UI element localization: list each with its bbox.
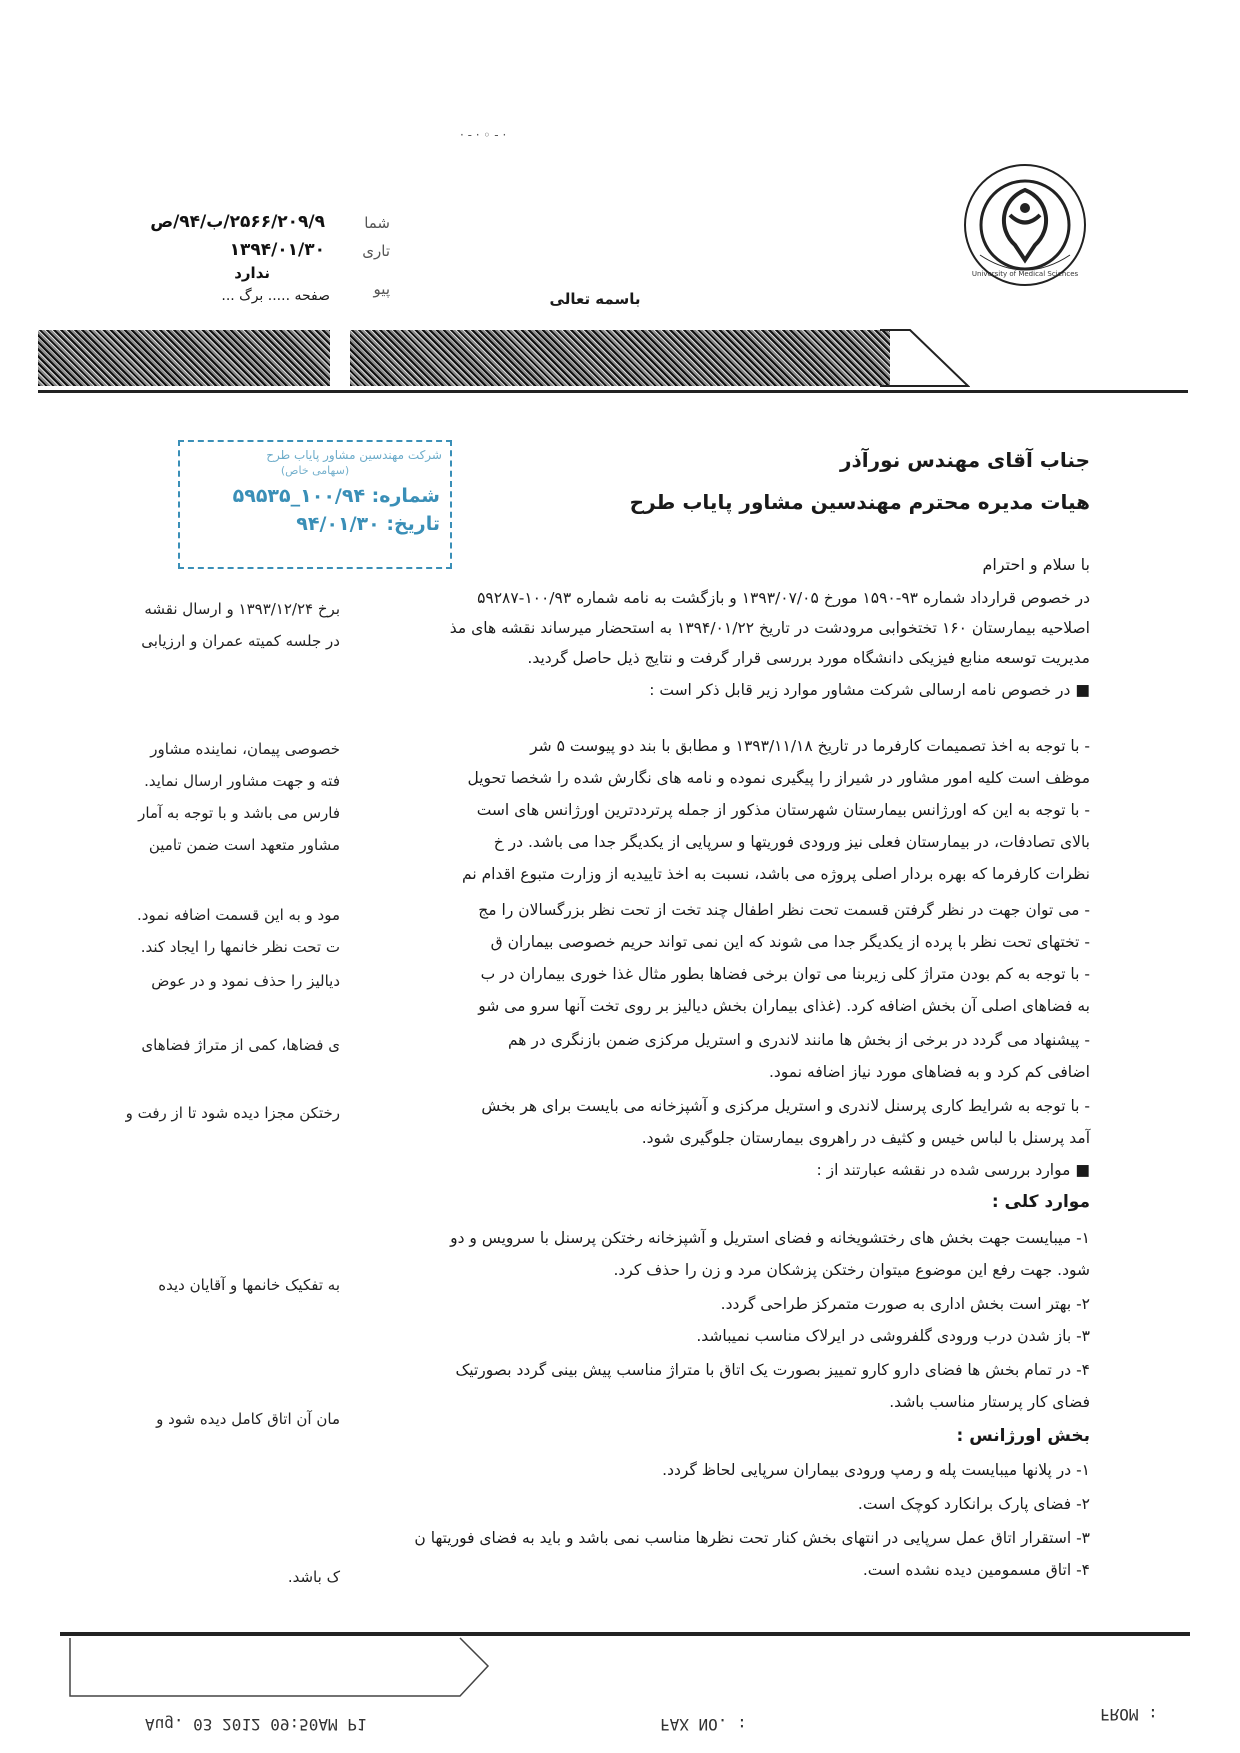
margin-fragment: رختکن مجزا دیده شود تا از رفت و [125, 1104, 340, 1122]
section-heading: بخش اورژانس : [956, 1426, 1090, 1446]
body-line: ۳- باز شدن درب ورودی گلفروشی در ایرلاک مناسب نمیباشد. [696, 1327, 1090, 1345]
body-line: مدیریت توسعه منابع فیزیکی دانشگاه مورد بررسی قرار گرفت و نتایج ذیل حاصل گردید. [527, 649, 1090, 667]
margin-fragment: فته و جهت مشاور ارسال نماید. [144, 772, 340, 790]
body-line: ۳- استقرار اتاق عمل سرپایی در انتهای بخش کنار تحت نظرها مناسب نمی باشد و باید به فضای فوریتها ن [414, 1529, 1090, 1547]
margin-fragment: ی فضاها، کمی از متراژ فضاهای [141, 1036, 340, 1054]
fax-number: FAX NO. : [660, 1715, 747, 1734]
margin-fragment: مان آن اتاق کامل دیده شود و [156, 1410, 340, 1428]
received-stamp [178, 440, 452, 569]
body-line: نظرات کارفرما که بهره بردار اصلی پروژه می باشد، نسبت به اخذ تاییدیه از وزارت متبوع اقدام نم [462, 865, 1090, 883]
body-line: موظف است کلیه امور مشاور در شیراز را پیگیری نموده و نامه های نگارش شده را شخصا تحویل [467, 769, 1090, 787]
body-line: ۴- در تمام بخش ها فضای دارو کارو تمییز بصورت یک اتاق با متراژ مناسب پیش بینی گردد بصورتیک [455, 1361, 1090, 1379]
bismillah: باسمه تعالی [549, 290, 641, 308]
body-line: به فضاهای اصلی آن بخش اضافه کرد. (غذای بیماران بخش دیالیز بر روی تخت آنها سرو می شو [478, 997, 1090, 1015]
letter-body [350, 582, 1090, 1622]
scan-mark: · ‑ · ◦ ‑ · [460, 128, 507, 142]
stamp-company: شرکت مهندسین مشاور پایاب طرح [266, 448, 442, 462]
body-line: ۴- اتاق مسمومین دیده نشده است. [862, 1561, 1090, 1579]
body-line: در خصوص قرارداد شماره ۹۳-۱۵۹۰ مورخ ۱۳۹۳/۰۷/۰۵ و بازگشت به نامه شماره ۱۰۰/۹۳-۵۹۲۸۷ [477, 589, 1090, 607]
letterhead [0, 0, 1240, 400]
margin-fragment: برخ ۱۳۹۳/۱۲/۲۴ و ارسال نقشه [144, 600, 340, 618]
body-line: بالای تصادفات، در بیمارستان فعلی نیز ورودی فوریتها و سرپایی از یکدیگر جدا می باشد. در خ [493, 833, 1090, 851]
letter-attachment-label: پیو [373, 280, 390, 298]
stamp-number: شماره: ۱۰۰/۹۴_۵۹۵۳۵ [232, 485, 440, 507]
letter-date-value: ۱۳۹۴/۰۱/۳۰ [229, 240, 325, 260]
margin-fragment: خصوصی پیمان، نماینده مشاور [150, 740, 340, 758]
body-line: ■ در خصوص نامه ارسالی شرکت مشاور موارد زیر قابل ذکر است : [649, 681, 1090, 699]
recipient-board: هیات مدیره محترم مهندسین مشاور پایاب طرح [629, 490, 1090, 514]
stamp-type: (سهامی خاص) [280, 464, 350, 477]
margin-fragment: مود و به این قسمت اضافه نمود. [137, 906, 340, 924]
body-line: اصلاحیه بیمارستان ۱۶۰ تختخوابی مرودشت در تاریخ ۱۳۹۴/۰۱/۲۲ به استحضار میرساند نقشه های مذ [449, 619, 1090, 637]
body-line: ۲- فضای پارک برانکارد کوچک است. [857, 1495, 1090, 1513]
letter-number-value: ۲۵۶۶/۲۰۹/۹/ب/۹۴/ص [150, 212, 325, 232]
fax-from: FROM : [1100, 1705, 1158, 1724]
margin-fragment: دیالیز را حذف نمود و در عوض [151, 972, 340, 990]
body-line: فضای کار پرستار مناسب باشد. [889, 1393, 1090, 1411]
body-line: آمد پرسنل با لباس خیس و کثیف در راهروی بیمارستان جلوگیری شود. [641, 1129, 1090, 1147]
body-line: ۱- میبایست جهت بخش های رختشویخانه و فضای استریل و آشپزخانه رختکن پرسنل با سرویس و دو [450, 1229, 1090, 1247]
body-line: - می توان جهت در نظر گرفتن قسمت تحت نظر اطفال چند تخت از تحت نظر بزرگسالان را مج [478, 901, 1090, 919]
logo-caption: University of Medical Sciences [971, 270, 1079, 278]
letter-date-label: تاری [362, 242, 390, 260]
salutation: با سلام و احترام [982, 555, 1090, 574]
body-line: - با توجه به اخذ تصمیمات کارفرما در تاریخ ۱۳۹۳/۱۱/۱۸ و مطابق با بند دو پیوست ۵ شر [530, 737, 1090, 755]
stamp-date: تاریخ: ۹۴/۰۱/۳۰ [296, 513, 440, 535]
letter-number-label: شما [364, 214, 390, 232]
recipient-name: جناب آقای مهندس نورآذر [840, 448, 1090, 472]
margin-fragment: ت تحت نظر خانمها را ایجاد کند. [140, 938, 340, 956]
banner-cap [880, 310, 970, 390]
university-logo [960, 160, 1090, 290]
header-banner-right [350, 330, 890, 386]
body-line: ۲- بهتر است بخش اداری به صورت متمرکز طراحی گردد. [720, 1295, 1090, 1313]
header-banner-left [38, 330, 330, 386]
body-line: - پیشنهاد می گردد در برخی از بخش ها مانند لاندری و استریل مرکزی ضمن بازنگری در هم [507, 1031, 1090, 1049]
header-rule [38, 390, 1188, 393]
margin-fragment: ک باشد. [287, 1568, 340, 1586]
letter-attachment-value: ندارد [234, 264, 270, 282]
body-line: شود. جهت رفع این موضوع میتوان رختکن پزشکان مرد و زن را حذف کرد. [613, 1261, 1090, 1279]
body-line: - تختهای تحت نظر با پرده از یکدیگر جدا می شوند که این نمی تواند حریم خصوصی بیماران ق [490, 933, 1090, 951]
section-heading: موارد کلی : [991, 1192, 1090, 1212]
margin-fragment: به تفکیک خانمها و آقایان دیده [158, 1276, 340, 1294]
margin-fragment: مشاور متعهد است ضمن تامین [148, 836, 340, 854]
body-line: ■ موارد بررسی شده در نقشه عبارتند از : [816, 1161, 1090, 1179]
body-line: - با توجه به کم بودن متراژ کلی زیربنا می توان برخی فضاها بطور مثال غذا خوری بیماران در ب [480, 965, 1090, 983]
body-line: - با توجه به شرایط کاری پرسنل لاندری و استریل مرکزی و آشپزخانه می بایست برای هر بخش [481, 1097, 1090, 1115]
letter-date-row [120, 240, 390, 264]
margin-fragment: فارس می باشد و با توجه به آمار [138, 804, 340, 822]
body-line: - با توجه به این که اورژانس بیمارستان شهرستان مذکور از جمله پرترددترین اورژانس های است [476, 801, 1090, 819]
left-column-fragments [100, 600, 340, 1600]
body-line: ۱- در پلانها میبایست پله و رمپ ورودی بیماران سرپایی لحاظ گردد. [662, 1461, 1090, 1479]
footer-cap [60, 1636, 490, 1702]
fax-datetime: Aug. 03 2012 09:50AM P1 [145, 1715, 367, 1734]
margin-fragment: در جلسه کمیته عمران و ارزیابی [141, 632, 340, 650]
letter-number-row [120, 212, 390, 236]
pages-count: صفحه ..... برگ ... [221, 288, 330, 304]
body-line: اضافی کم کرد و به فضاهای مورد نیاز اضافه نمود. [768, 1063, 1090, 1081]
